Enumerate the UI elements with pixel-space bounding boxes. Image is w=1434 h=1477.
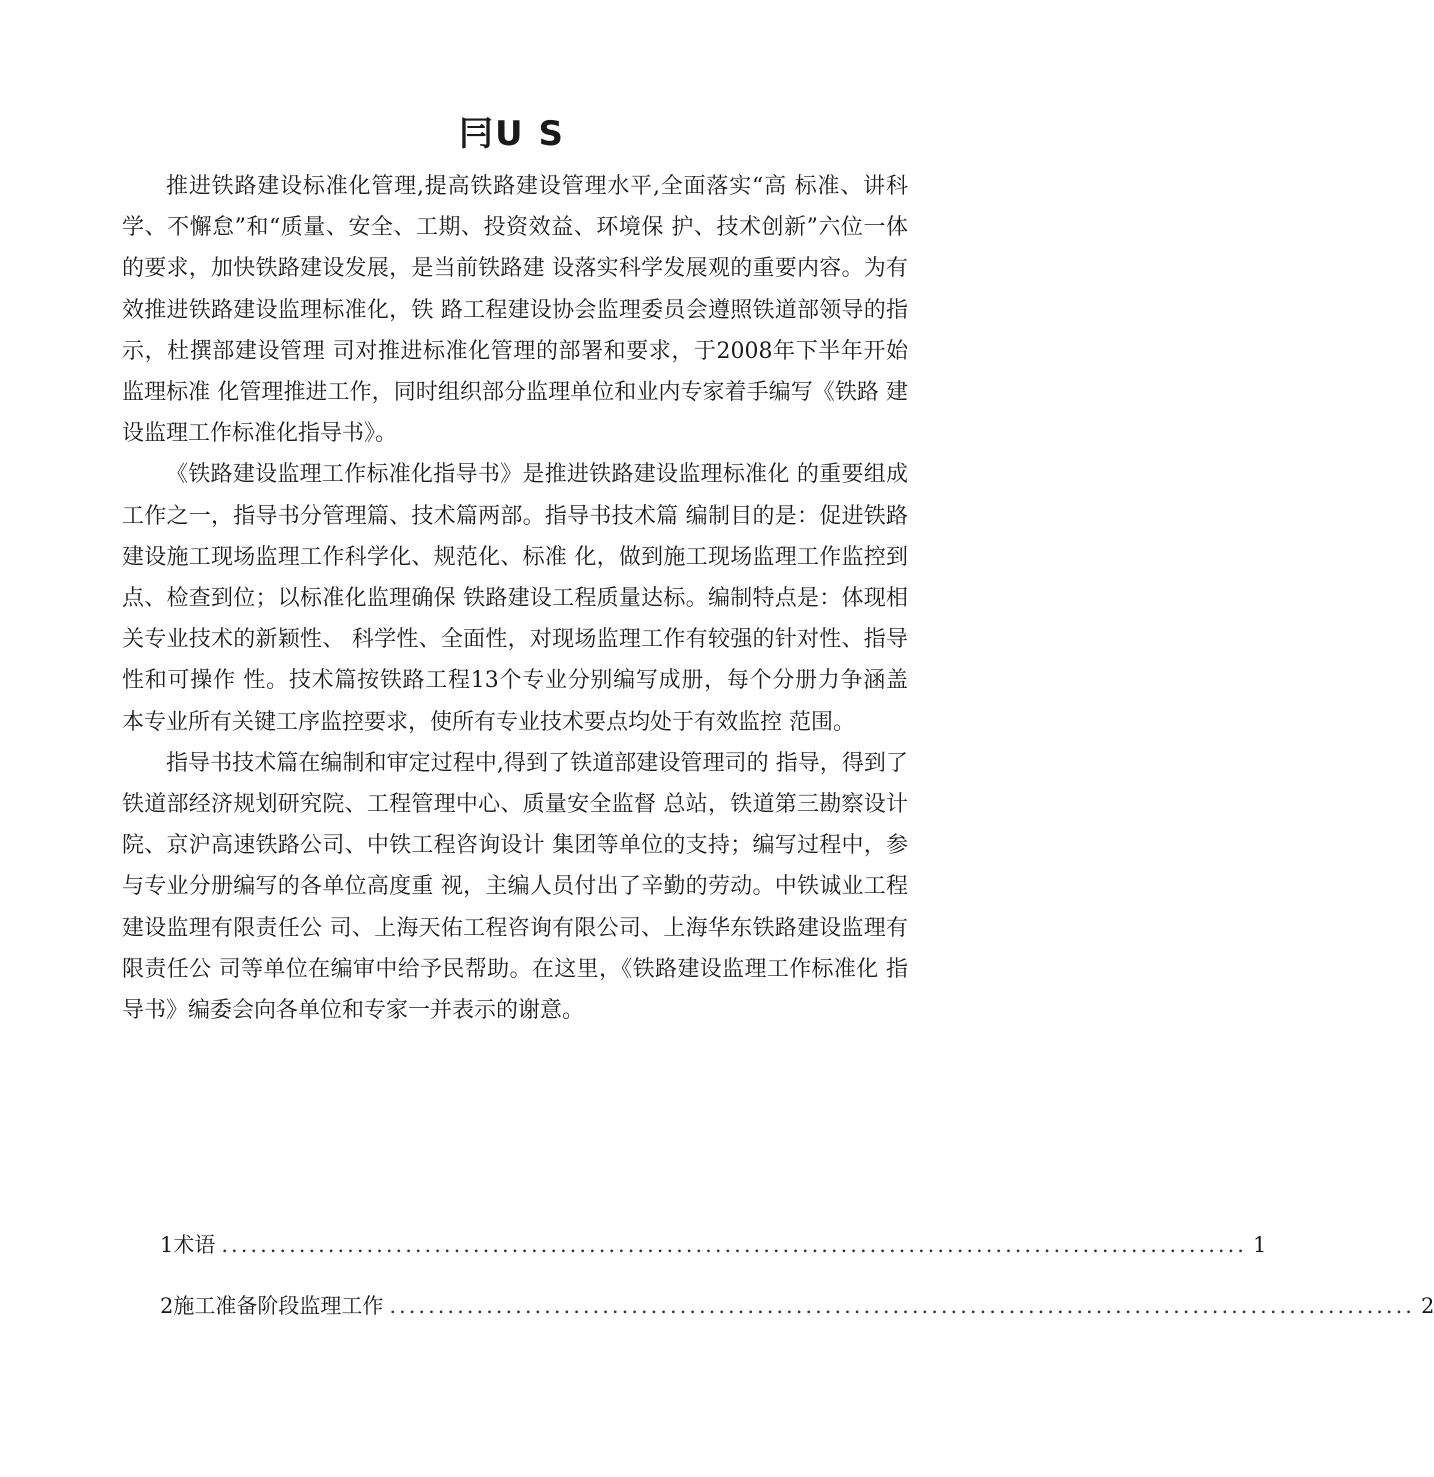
toc-entry[interactable]: [160, 1229, 1267, 1261]
paragraph-intro: 推进铁路建设标准化管理,提高铁路建设管理水平,全面落实“高 标准、讲科学、不懈怠”和“质量、安全、工期、投资效益、环境保 护、技术创新”六位一体的要求，加快铁路建设发展，是当前铁路建 设落实科学发展观的重要内容。为有效推进铁路建设监理标准化，铁 路工程建设协会监理委员会遵照铁道部领导的指示，杜撰部建设管理 司对推进标准化管理的部署和要求，于2008年下半年开始监理标准 化管理推进工作，同时组织部分监理单位和业内专家着手编写《铁路 建设监理工作标准化指导书》。: [122, 174, 908, 447]
toc-entry-label: 1术语: [160, 1233, 216, 1257]
toc-leader-dots: ..........................................................................................................: [389, 1294, 1415, 1318]
paragraph-acknowledgements: 指导书技术篇在编制和审定过程中,得到了铁道部建设管理司的 指导，得到了铁道部经济规划研究院、工程管理中心、质量安全监督 总站，铁道第三勘察设计院、京沪高速铁路公司、中铁工程咨询设计 集团等单位的支持；编写过程中，参与专业分册编写的各单位高度重 视，主编人员付出了辛勤的劳动。中铁诚业工程建设监理有限责任公 司、上海天佑工程咨询有限公司、上海华东铁路建设监理有限责任公 司等单位在编审中给予民帮助。在这里，《铁路建设监理工作标准化 指导书》编委会向各单位和专家一并表示的谢意。: [122, 750, 908, 1024]
toc-entry[interactable]: [160, 1290, 1434, 1322]
toc-entry-label: 2施工准备阶段监理工作: [160, 1294, 384, 1318]
paragraph-guide-description: 《铁路建设监理工作标准化指导书》是推进铁路建设监理标准化 的重要组成工作之一，指导书分管理篇、技术篇两部。指导书技术篇 编制目的是：促进铁路建设施工现场监理工作科学化、规范化、标准 化，做到施工现场监理工作监控到点、检查到位；以标准化监理确保 铁路建设工程质量达标。编制特点是：体现相关专业技术的新颖性、 科学性、全面性，对现场监理工作有较强的针对性、指导性和可操作 性。技术篇按铁路工程13个专业分别编写成册，每个分册力争涵盖 本专业所有关键工序监控要求，使所有专业技术要点均处于有效监控 范围。: [122, 462, 908, 735]
page-title: 冃U S: [459, 114, 565, 154]
toc-entry-page: 2: [1420, 1294, 1434, 1318]
toc-entry-page: 1: [1252, 1233, 1267, 1257]
toc-leader-dots: ..........................................................................................................: [221, 1233, 1247, 1257]
body-text: [122, 166, 908, 1031]
